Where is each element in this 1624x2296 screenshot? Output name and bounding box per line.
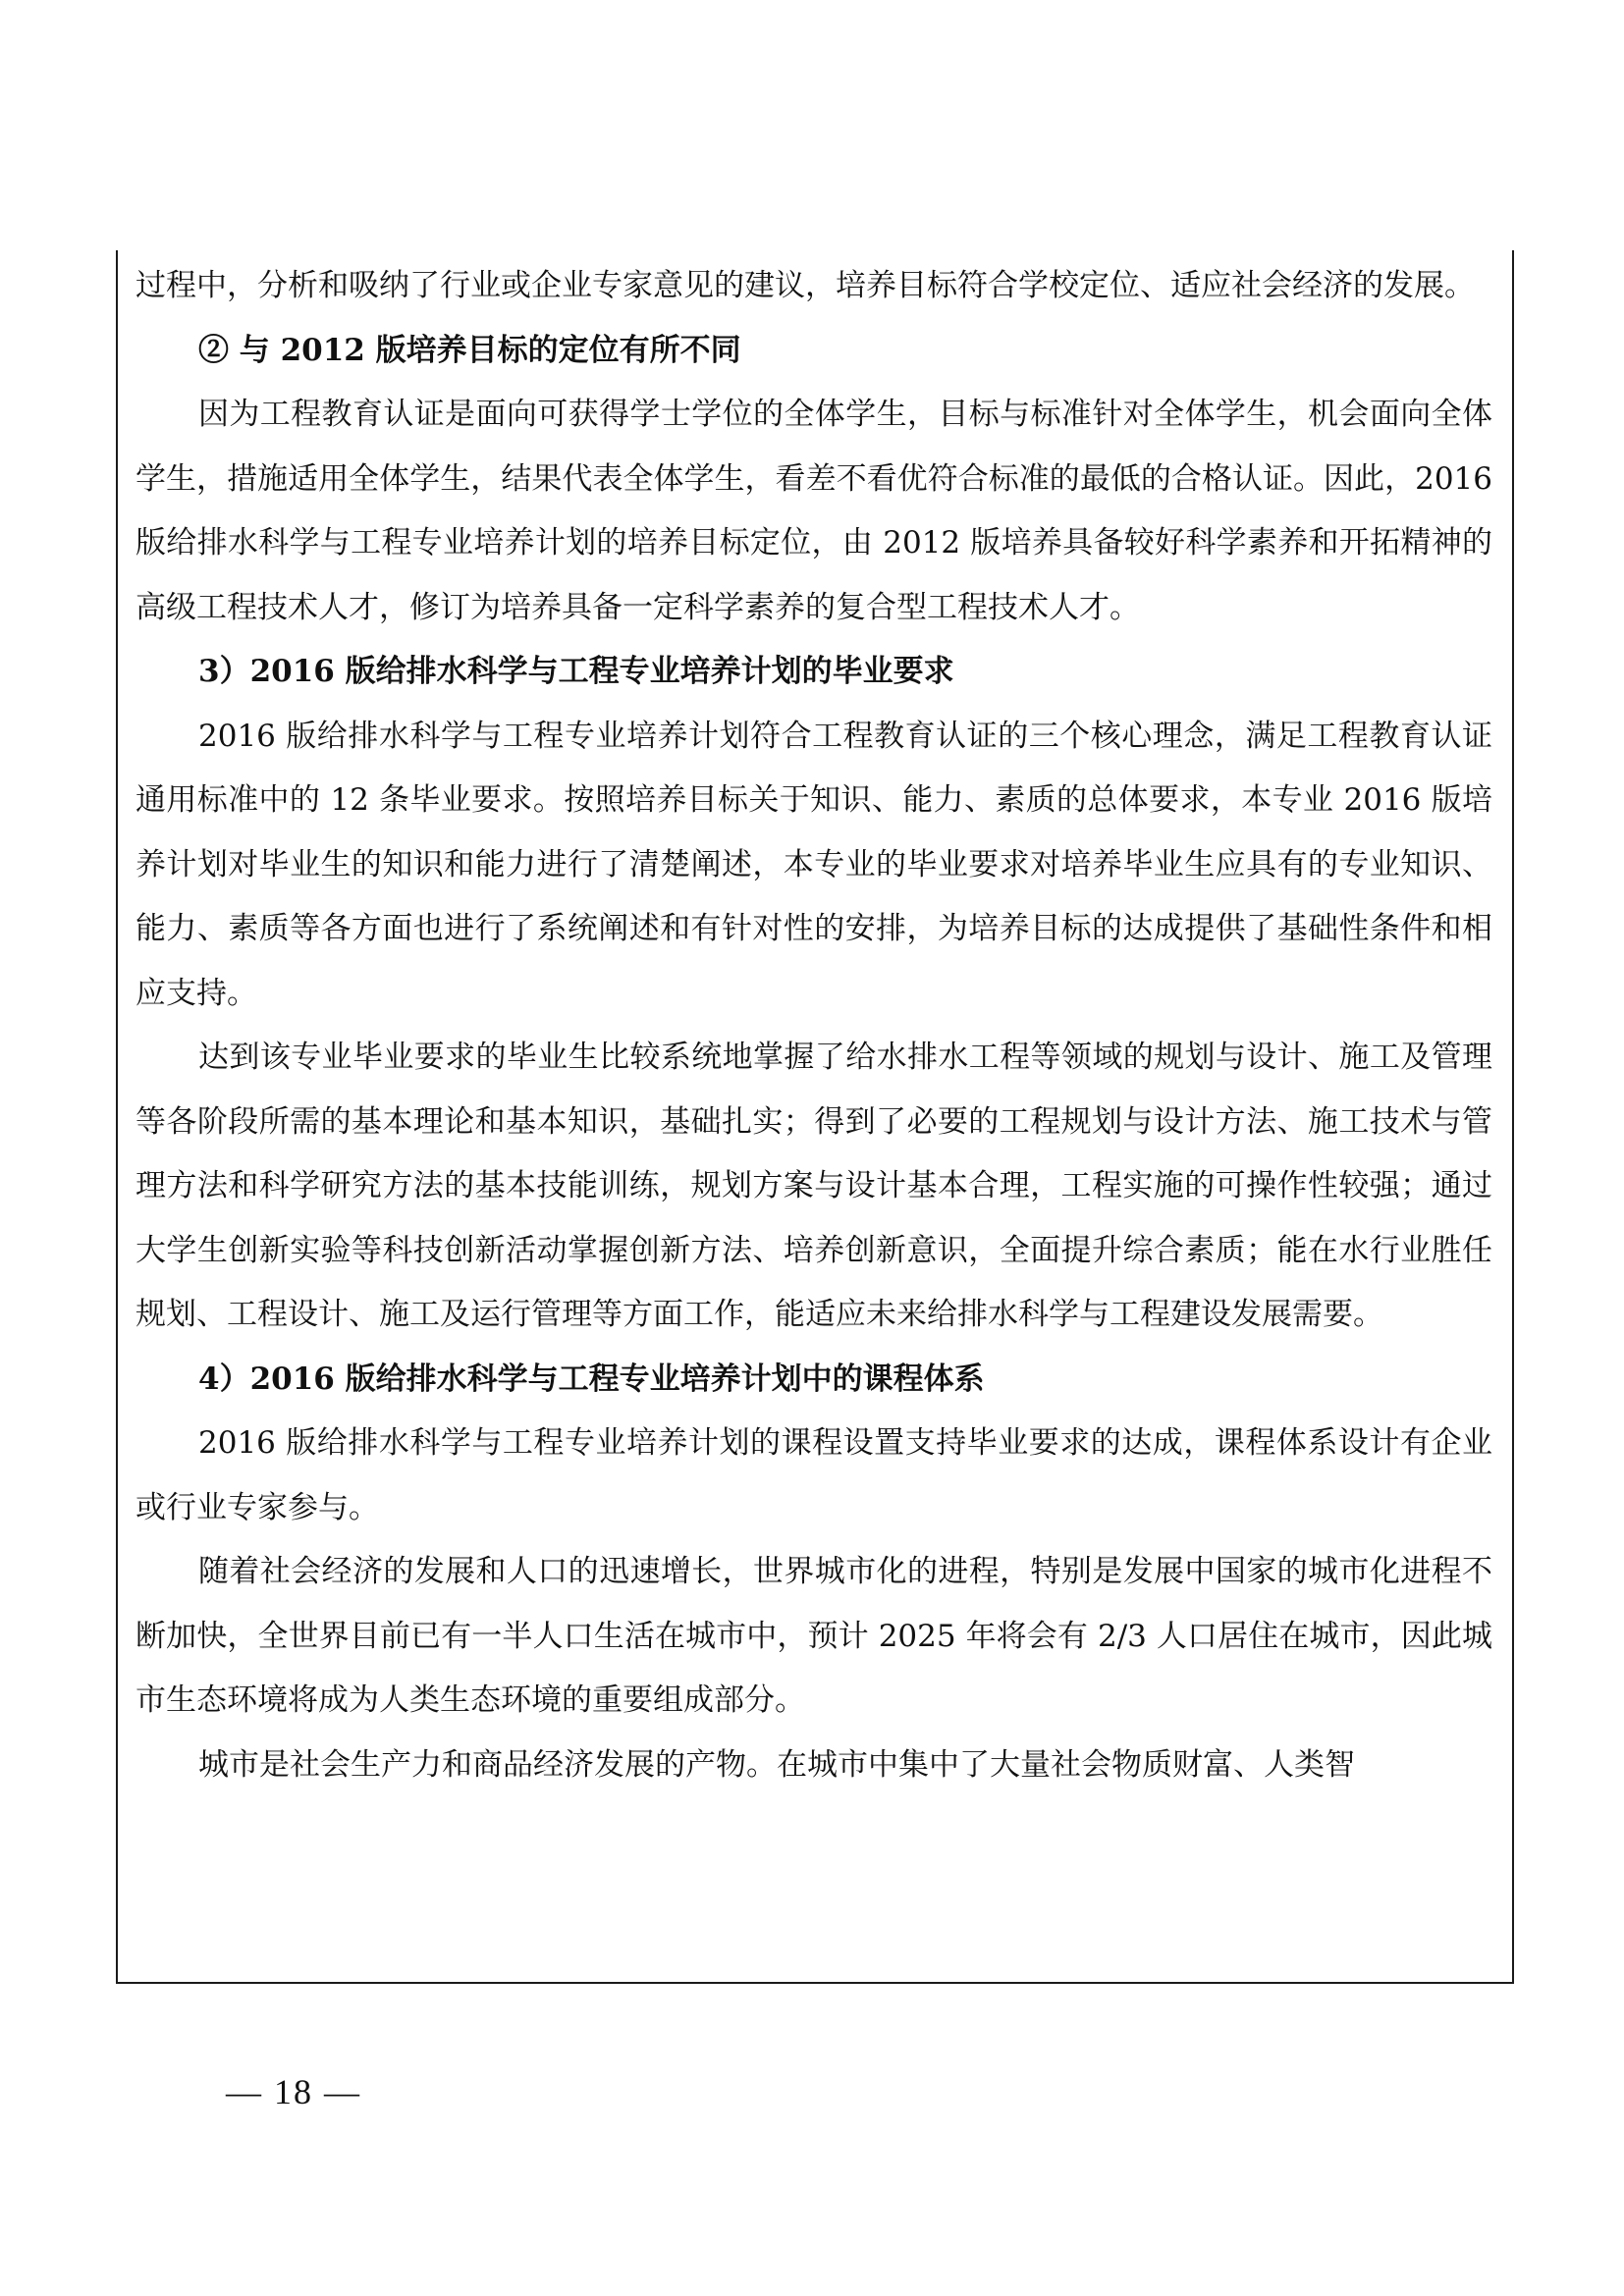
page-number: — 18 — [226, 2072, 361, 2111]
paragraph-9: 城市是社会生产力和商品经济发展的产物。在城市中集中了大量社会物质财富、人类智 [198, 1746, 1355, 1783]
section-heading-4: 4）2016 版给排水科学与工程专业培养计划中的课程体系 [198, 1361, 985, 1397]
section-heading-3: 3）2016 版给排水科学与工程专业培养计划的毕业要求 [198, 654, 954, 689]
paragraph-5: 达到该专业毕业要求的毕业生比较系统地掌握了给水排水工程等领域的规划与设计、施工及管理等各阶段所需的基本理论和基本知识，基础扎实；得到了必要的工程规划与设计方法、施工技术与管理方法和科学研究方法的基本技能训练，规划方案与设计基本合理，工程实施的可操作性较强；通过大学生创新实验等科技创新活动掌握创新方法、培养创新意识，全面提升综合素质；能在水行业胜任规划、工程设计、施工及运行管理等方面工作，能适应未来给排水科学与工程建设发展需要。 [135, 1040, 1492, 1332]
section-heading-2: ② 与 2012 版培养目标的定位有所不同 [198, 332, 741, 368]
paragraph-7: 2016 版给排水科学与工程专业培养计划的课程设置支持毕业要求的达成，课程体系设计有企业或行业专家参与。 [135, 1425, 1492, 1525]
content-frame [116, 250, 1514, 1984]
paragraph-2: 因为工程教育认证是面向可获得学士学位的全体学生，目标与标准针对全体学生，机会面向全体学生，措施适用全体学生，结果代表全体学生，看差不看优符合标准的最低的合格认证。因此，2016 版给排水科学与工程专业培养计划的培养目标定位，由 2012 版培养具备较好科学素养和开拓精神的高级工程技术人才，修订为培养具备一定科学素养的复合型工程技术人才。 [135, 397, 1492, 625]
paragraph-8: 随着社会经济的发展和人口的迅速增长，世界城市化的进程，特别是发展中国家的城市化进程不断加快，全世界目前已有一半人口生活在城市中，预计 2025 年将会有 2/3 人口居住在城市，因此城市生态环境将成为人类生态环境的重要组成部分。 [135, 1554, 1492, 1718]
paragraph-0: 过程中，分析和吸纳了行业或企业专家意见的建议，培养目标符合学校定位、适应社会经济的发展。 [135, 268, 1475, 303]
paragraph-4: 2016 版给排水科学与工程专业培养计划符合工程教育认证的三个核心理念，满足工程教育认证通用标准中的 12 条毕业要求。按照培养目标关于知识、能力、素质的总体要求，本专业 2016 版培养计划对毕业生的知识和能力进行了清楚阐述，本专业的毕业要求对培养毕业生应具有的专业知识、能力、素质等各方面也进行了系统阐述和有针对性的安排，为培养目标的达成提供了基础性条件和相应支持。 [135, 718, 1492, 1011]
